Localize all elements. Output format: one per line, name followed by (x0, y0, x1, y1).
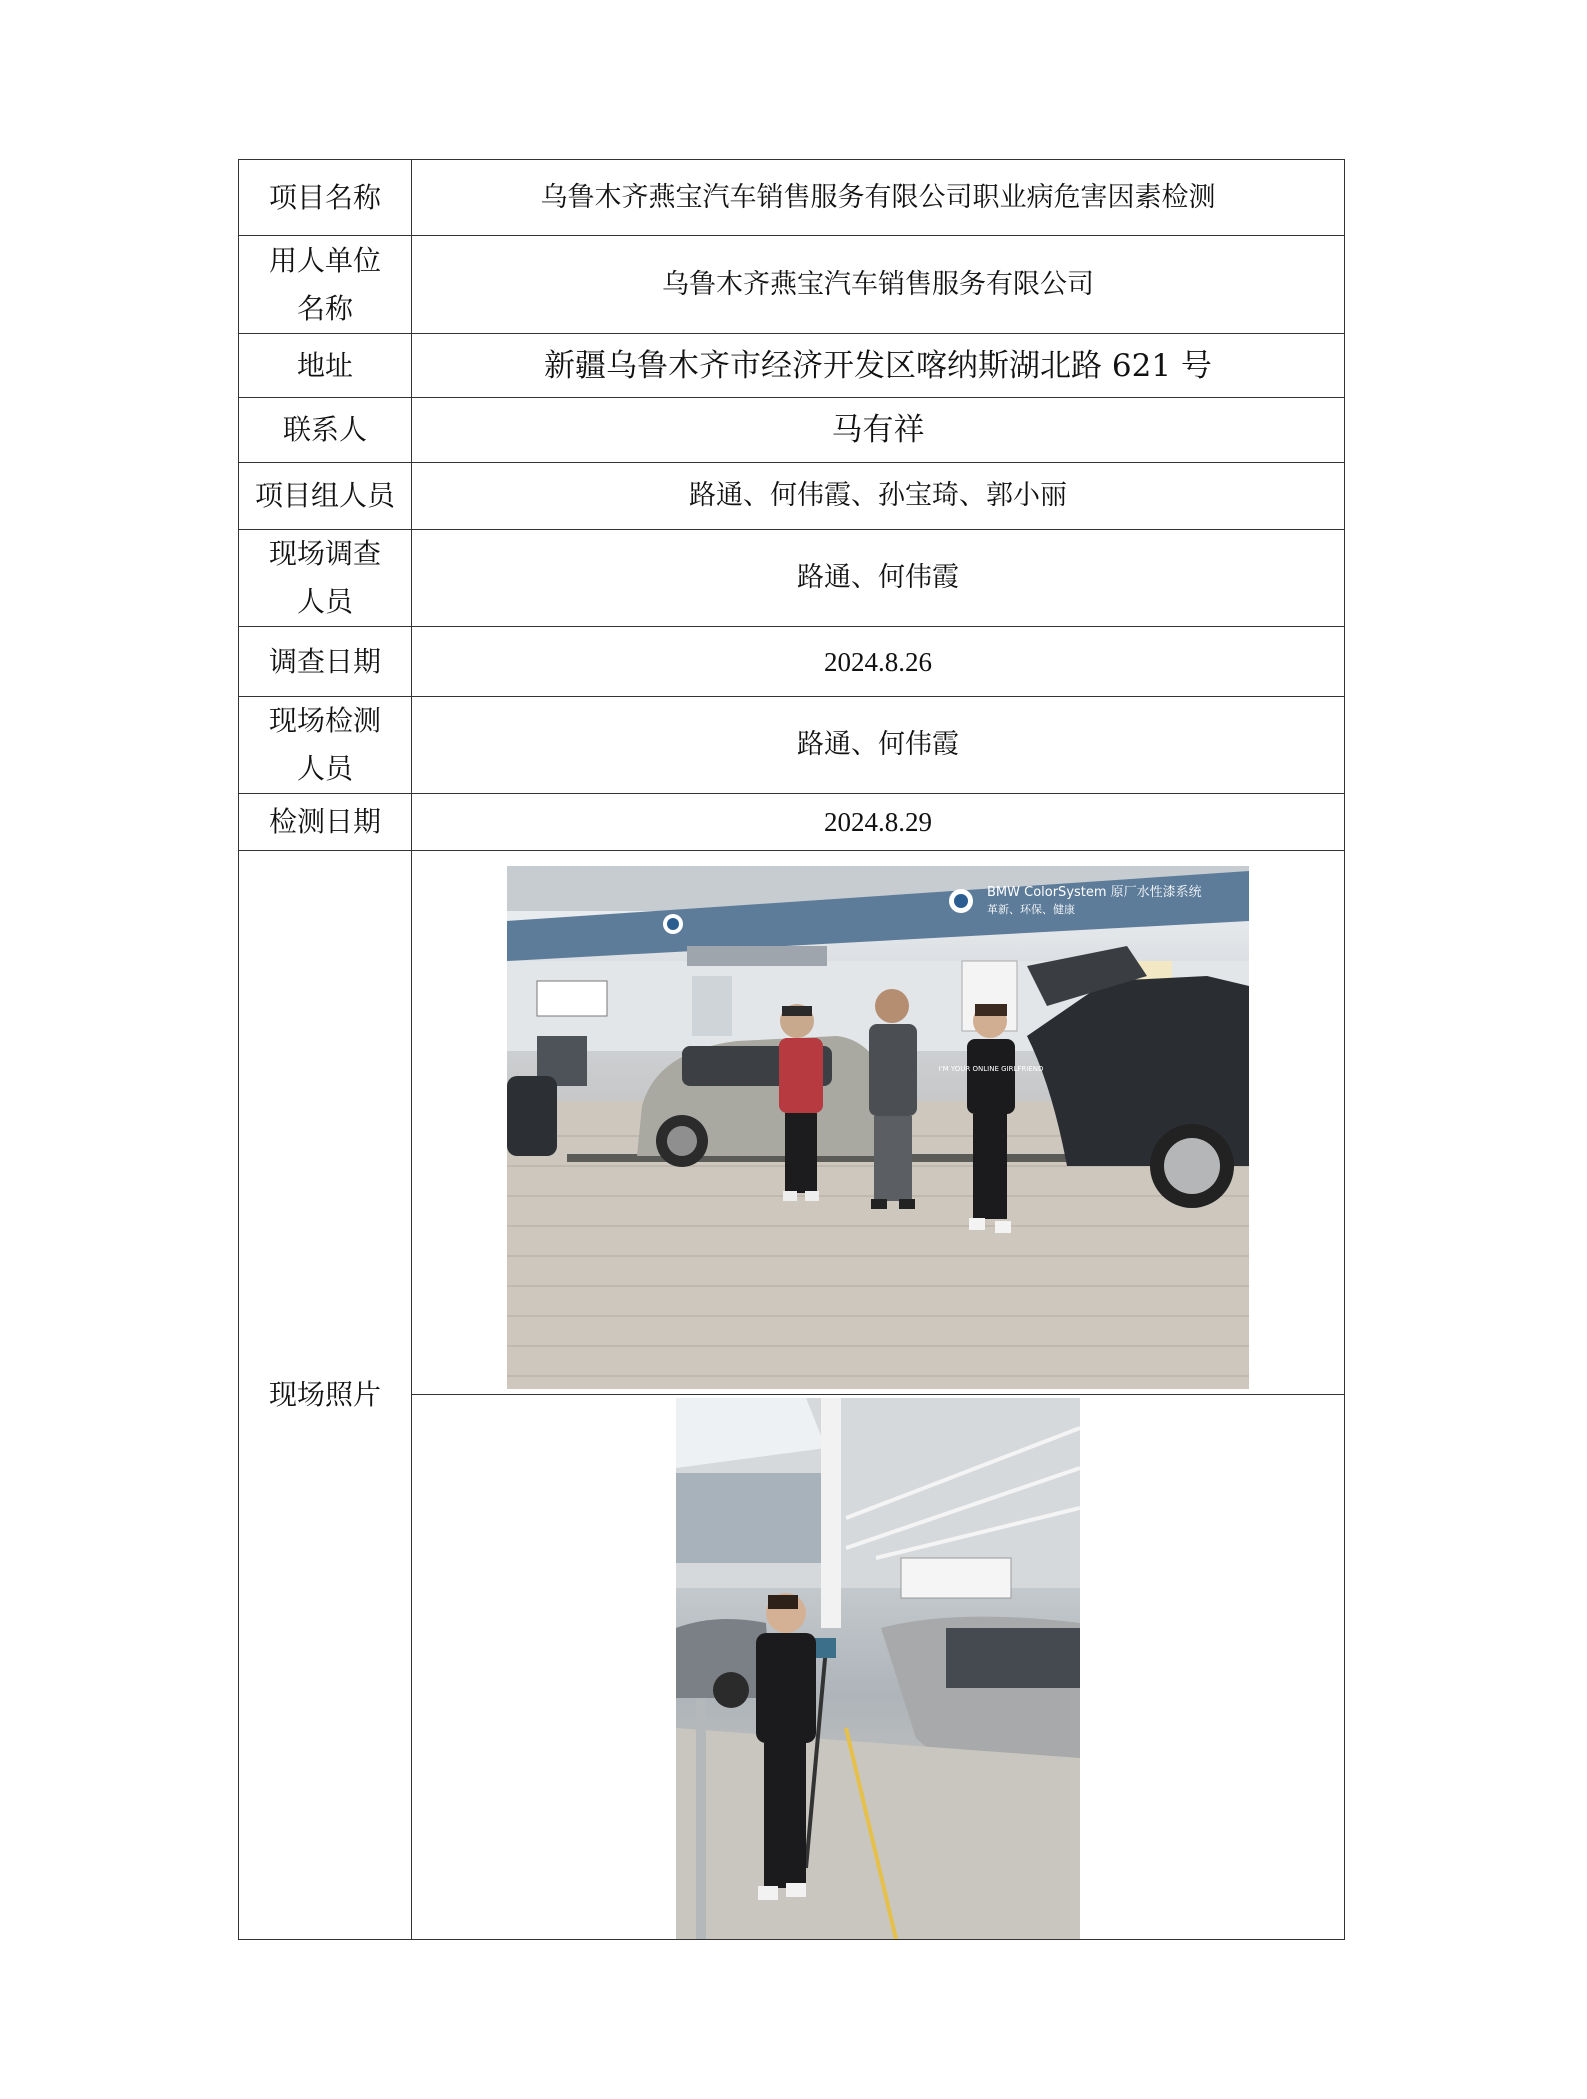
photo-1-shirt-text: I'M YOUR ONLINE GIRLFRIEND (938, 1064, 1044, 1073)
row-test-date (239, 794, 1345, 851)
row-contact (239, 398, 1345, 463)
contact-label: 联系人 (239, 398, 412, 463)
test-staff-label-line1: 现场检测 (268, 704, 381, 737)
info-table (238, 159, 1345, 1940)
row-project-name (239, 160, 1345, 236)
test-staff-label (239, 697, 412, 794)
contact-value: 马有祥 (412, 398, 1345, 463)
photos-label: 现场照片 (239, 851, 412, 1940)
survey-staff-label-line2: 人员 (296, 585, 353, 618)
site-photo-2 (676, 1398, 1080, 1939)
site-photo-1 (507, 866, 1249, 1389)
employer-label-line1: 用人单位 (268, 243, 381, 277)
photo-1-banner-sub: 革新、环保、健康 (987, 902, 1075, 916)
test-staff-value: 路通、何伟霞 (412, 697, 1345, 794)
row-address (239, 334, 1345, 398)
photo-2-drawing (676, 1398, 1080, 1939)
photo-cell-1 (412, 851, 1345, 1395)
address-label: 地址 (239, 334, 412, 398)
survey-date-value: 2024.8.26 (412, 627, 1345, 697)
photo-cell-2 (412, 1395, 1345, 1940)
survey-staff-label (239, 530, 412, 627)
employer-value: 乌鲁木齐燕宝汽车销售服务有限公司 (412, 236, 1345, 334)
project-name-label: 项目名称 (239, 160, 412, 236)
photo-1-drawing (507, 866, 1249, 1389)
photo-1-banner-text: BMW ColorSystem 原厂水性漆系统 (987, 884, 1202, 900)
address-value: 新疆乌鲁木齐市经济开发区喀纳斯湖北路 621 号 (412, 334, 1345, 398)
row-survey-staff (239, 530, 1345, 627)
test-staff-label-line2: 人员 (296, 752, 353, 785)
survey-staff-label-line1: 现场调查 (268, 537, 381, 570)
row-project-team (239, 463, 1345, 530)
row-employer (239, 236, 1345, 334)
row-survey-date (239, 627, 1345, 697)
employer-label (239, 236, 412, 334)
test-date-value: 2024.8.29 (412, 794, 1345, 851)
project-name-value: 乌鲁木齐燕宝汽车销售服务有限公司职业病危害因素检测 (412, 160, 1345, 236)
survey-date-label: 调查日期 (239, 627, 412, 697)
employer-label-line2: 名称 (296, 291, 353, 325)
team-label: 项目组人员 (239, 463, 412, 530)
row-photo-1 (239, 851, 1345, 1395)
row-test-staff (239, 697, 1345, 794)
team-value: 路通、何伟霞、孙宝琦、郭小丽 (412, 463, 1345, 530)
survey-staff-value: 路通、何伟霞 (412, 530, 1345, 627)
test-date-label: 检测日期 (239, 794, 412, 851)
